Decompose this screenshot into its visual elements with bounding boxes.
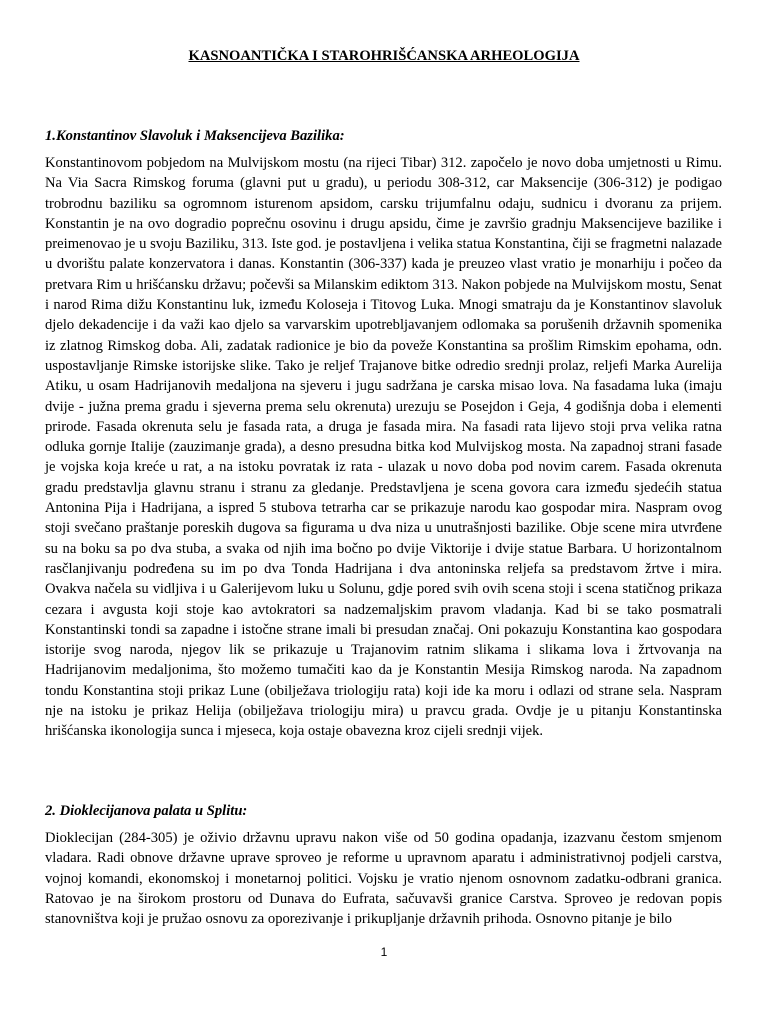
- section-paragraph-2: Dioklecijan (284-305) je oživio državnu upravu nakon više od 50 godina opadanja, izazvanu čestom smjenom vladara. Radi obnove državne uprave sproveo je reforme u upravnom aparatu i administrativnoj podjeli carstva, vojnoj komandi, ekonomskoj i monetarnoj politici. Vojsku je vratio njenom osnovnom zadatku-odbrani granica. Ratovao je na širokom prostoru od Dunava do Eufrata, sačuvavši granice Carstva. Sproveo je redovan popis stanovništva koji je pružao osnovu za oporezivanje i prikupljanje državnih prihoda. Osnovno pitanje je bilo: [45, 830, 722, 928]
- document-title: KASNOANTIČKA I STAROHRIŠĆANSKA ARHEOLOGIJA: [188, 48, 580, 64]
- page-number: 1: [380, 945, 388, 959]
- section-paragraph-1: Konstantinovom pobjedom na Mulvijskom mostu (na rijeci Tibar) 312. započelo je novo doba umjetnosti u Rimu. Na Via Sacra Rimskog foruma (glavni put u gradu), u periodu 308-312, car Maksencije (306-312) je podigao trobrodnu baziliku sa ogromnom isturenom apsidom, carsku trijumfalnu odaju, sudnicu i dvoranu za prijem. Konstantin je na ovo dogradio poprečnu osovinu i drugu apsidu, čime je završio gradnju Maksencijeve bazilike i preimenovao je u svoju Baziliku, 313. Iste god. je postavljena i velika statua Konstantina, čiji se fragmetni nalazade u dvorištu palate konzervatora i danas. Konstantin (306-337) kada je preuzeo vlast vratio je monarhiju i počeo da pretvara Rim u hrišćansku državu; počevši sa Milanskim ediktom 313. Nakon pobjede na Mulvijskom mostu, Senat i narod Rima dižu Konstantinu luk, između Koloseja i Titovog Luka. Mnogi smatraju da je Konstantinov slavoluk djelo dekadencije i da važi kao djelo sa varvarskim upotrebljavanjem odlomaka sa porušenih državnih spomenika iz zlatnog Rimskog doba. Ali, zadatak radionice je bio da poveže Konstantina sa prošlim Rimskim epohama, odn. uspostavljanje Rimske istorijske slike. Tako je reljef Trajanove bitke odredio srednji prolaz, reljefi Marka Aurelija Atiku, u osam Hadrijanovih medaljona na sjeveru i jugu sadržana je carska misao lova. Na fasadama luka (imaju dvije - južna prema gradu i sjeverna prema selu okrenuta) urezuju se Posejdon i Geja, 4 godišnja doba i elementi prirode. Fasada okrenuta selu je fasada rata, a druga je fasada mira. Na fasadi rata lijevo stoji prva velika ratna odluka gornje Italije (zauzimanje grada), a desno presudna bitka kod Mulvijskog mosta. Na zapadnoj strani fasade je vojska koja kreće u rat, a na istoku povratak iz rata - ulazak u novo doba pod novim carem. Fasada okrenuta gradu predstavlja glavnu stranu i stranu za gledanje. Predstavljena je scena govora cara između sjedećih statua Antonina Pija i Hadrijana, a ispred 5 stubova tetrarha car se prikazuje narodu kao gospodar mira. Naspram ovog stoji svečano praštanje poreskih dugova sa figurama u dva niza u unutrašnjosti bazilike. Obje scene mira utvrđene su na boku sa po dva stuba, a svaka od njih ima bočno po dvije Viktorije i dvije statue Barbara. U horizontalnom rasčlanjivanju podređena su im po dva Tonda Hadrijana i dva antoninska reljefa sa predstavom žrtve i mira. Ovakva načela su vidljiva i u Galerijevom luku u Solunu, gdje pored svih ovih scena stoji i scena statičnog prikaza cezara i avgusta koji stoje kao avtokratori sa nadzemaljskim pravom vladanja. Kad bi se tako posmatrali Konstantinski tondi sa zapadne i istočne strane imali bi presudan značaj. Oni pokazuju Konstantina kao gospodara istorije svog naroda, njegov lik se prikazuje u Trajanovim ratnim slikama i slikama lova i žrtvovanja na Hadrijanovim medaljonima, što možemo tumačiti kao da je Konstantin Mesija Rimskog naroda. Na zapadnom tondu Konstantina stoji prikaz Lune (obilježava triologiju rata) koji ide ka moru i odlazi od strane sela. Naspram nje na istoku je prikaz Helija (obilježava triologiju mira) u pravcu grada. Ovdje je u pitanju Konstantinska hrišćanska ikonologija sunca i mjeseca, koja ostaje obavezna kroz cijeli srednji vijek.: [45, 155, 722, 740]
- section-heading-1: 1.Konstantinov Slavoluk i Maksencijeva Bazilika:: [45, 128, 345, 144]
- section-heading-2: 2. Dioklecijanova palata u Splitu:: [45, 803, 248, 819]
